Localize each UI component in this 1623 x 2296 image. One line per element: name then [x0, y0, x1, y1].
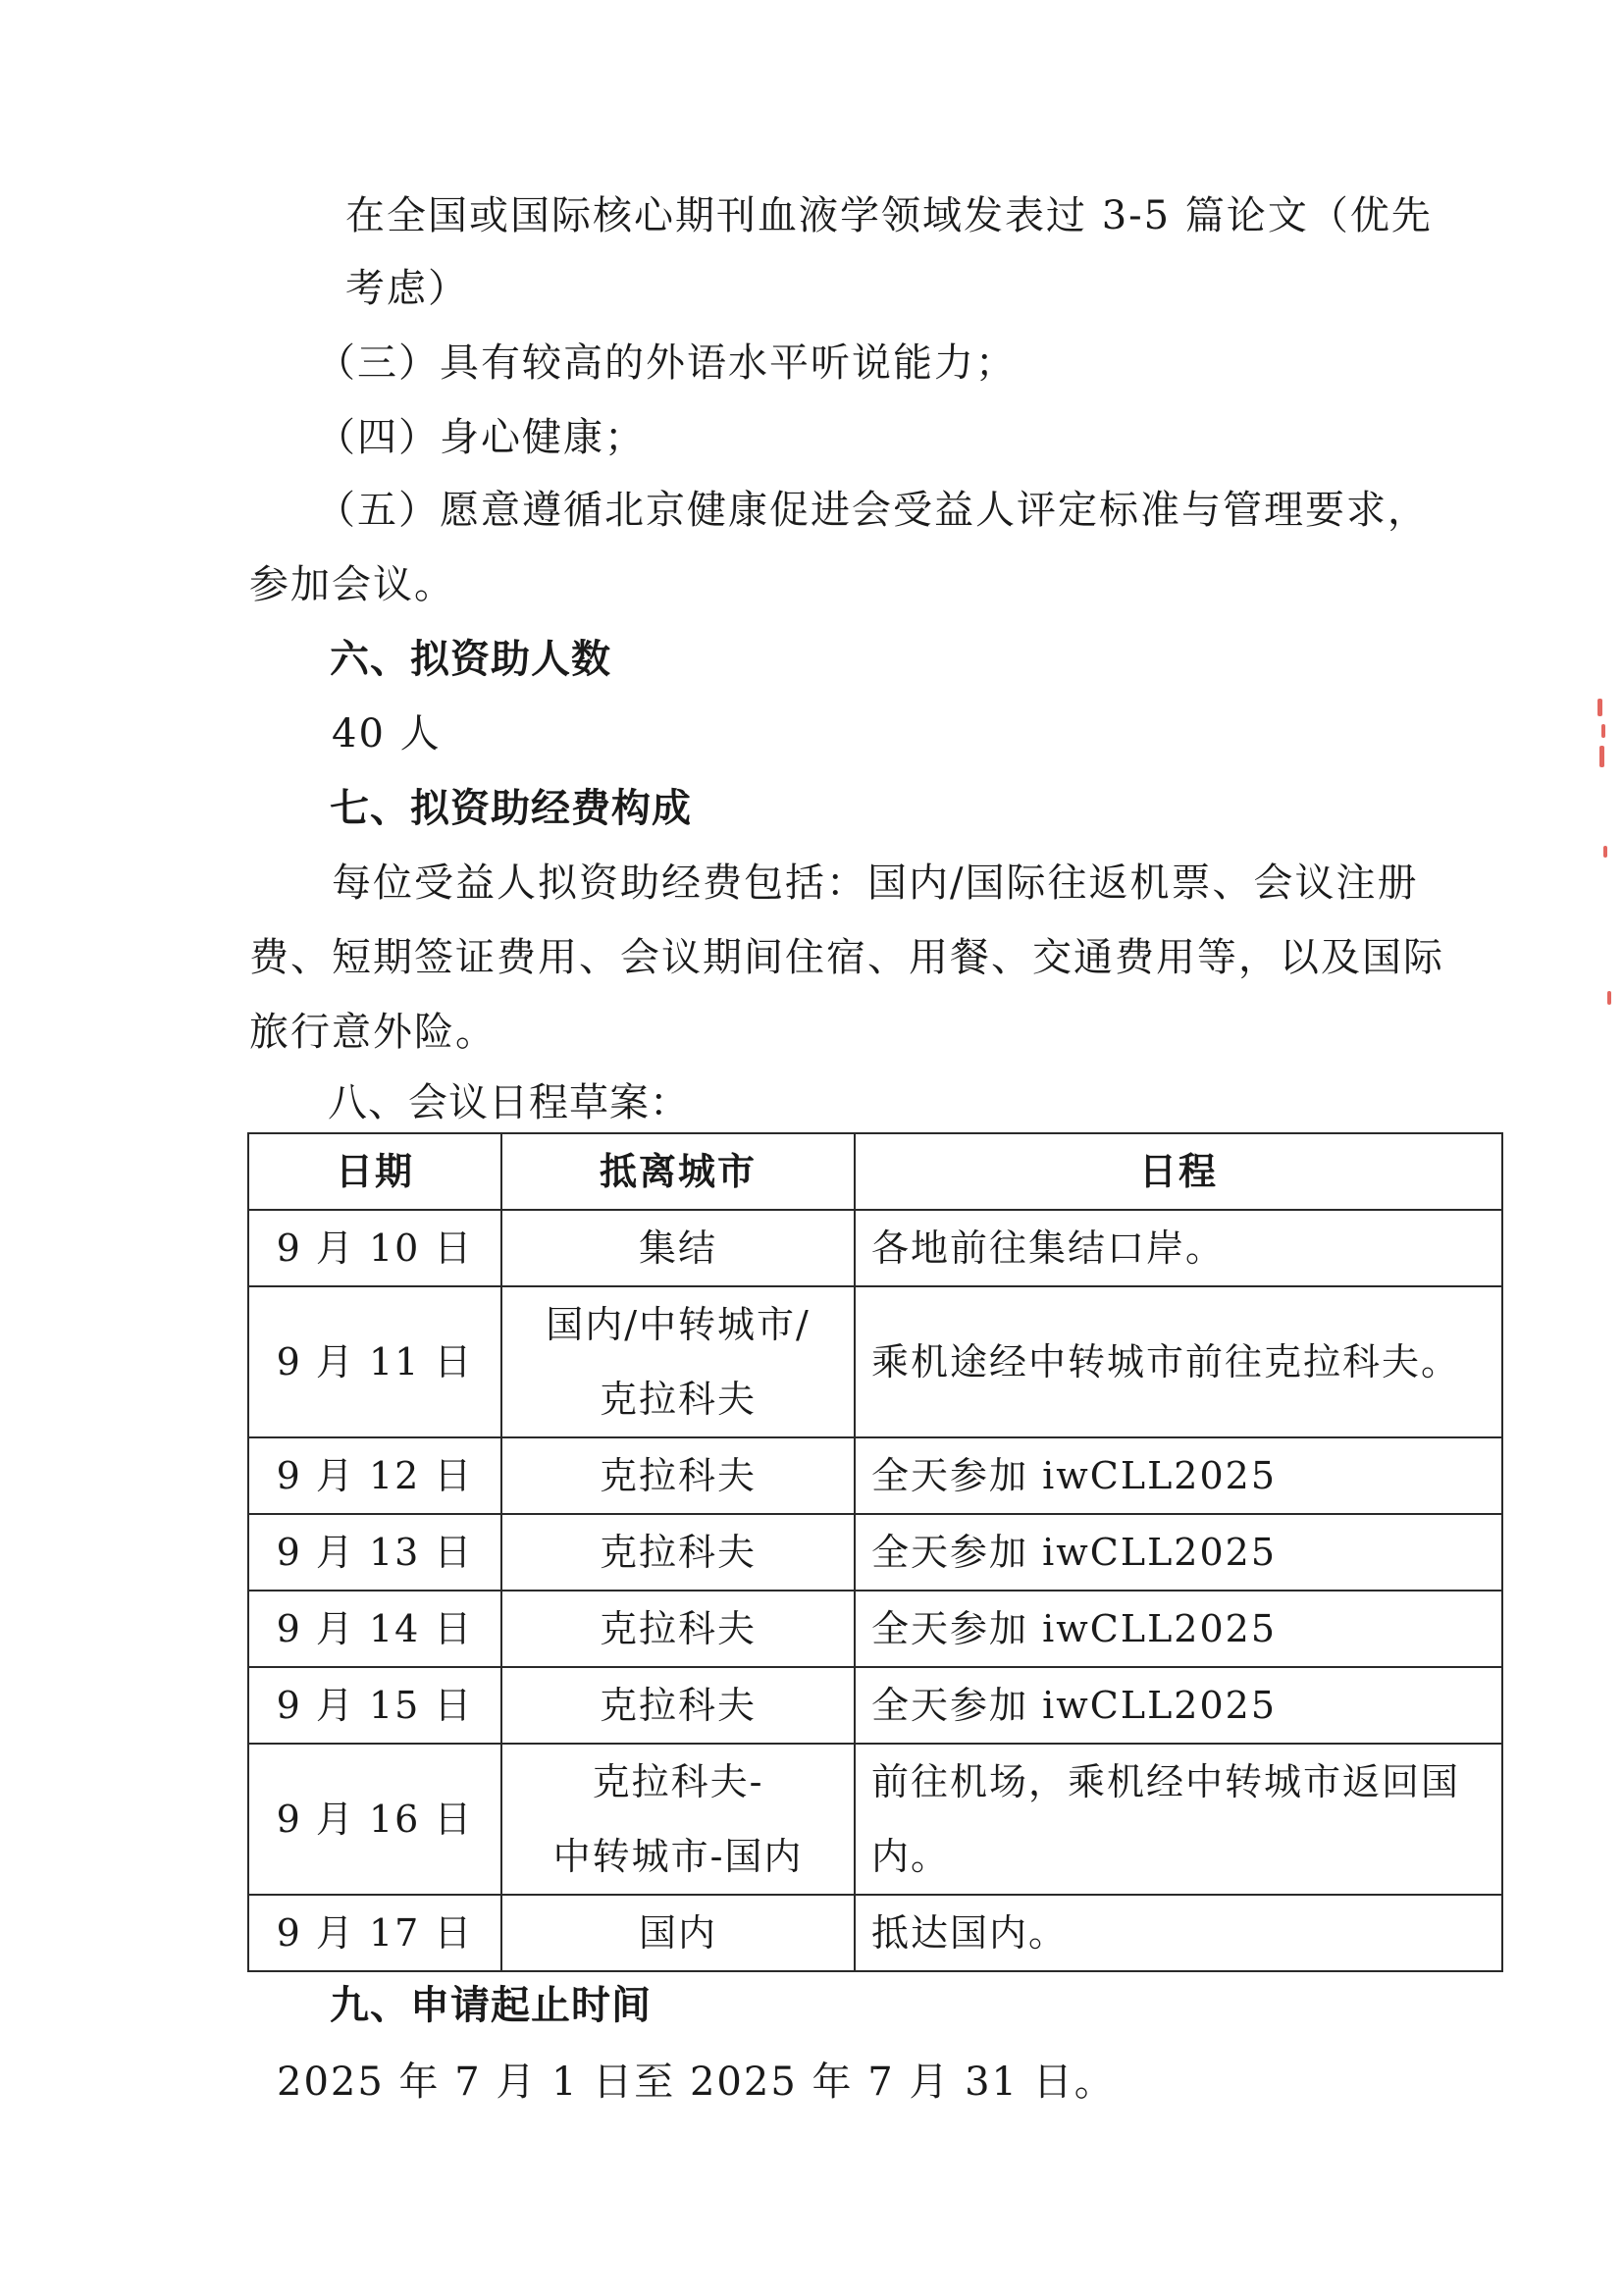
cell-plan: 前往机场，乘机经中转城市返回国 内。 — [855, 1744, 1502, 1895]
section-6-title: 六、拟资助人数 — [330, 637, 611, 682]
requirement-line-1: 在全国或国际核心期刊血液学领域发表过 3-5 篇论文（优先 — [345, 193, 1433, 238]
cell-date: 9 月 12 日 — [248, 1437, 501, 1514]
table-row — [248, 1591, 1502, 1667]
cell-date: 9 月 17 日 — [248, 1895, 501, 1971]
cell-plan: 全天参加 iwCLL2025 — [855, 1667, 1502, 1744]
table-row — [248, 1286, 1502, 1437]
table-header-row — [248, 1133, 1502, 1210]
cell-plan: 全天参加 iwCLL2025 — [855, 1514, 1502, 1591]
cell-date: 9 月 15 日 — [248, 1667, 501, 1744]
section-7-title: 七、拟资助经费构成 — [330, 786, 692, 831]
cell-plan: 全天参加 iwCLL2025 — [855, 1591, 1502, 1667]
cell-plan: 各地前往集结口岸。 — [855, 1210, 1502, 1286]
item-5-line-1: （五）愿意遵循北京健康促进会受益人评定标准与管理要求， — [316, 488, 1429, 533]
section-7-line-3: 旅行意外险。 — [249, 1010, 497, 1055]
cell-date: 9 月 11 日 — [248, 1286, 501, 1437]
section-9-value: 2025 年 7 月 1 日至 2025 年 7 月 31 日。 — [277, 2060, 1116, 2105]
cell-city: 克拉科夫 — [501, 1514, 855, 1591]
cell-city: 克拉科夫 — [501, 1667, 855, 1744]
section-7-line-2: 费、短期签证费用、会议期间住宿、用餐、交通费用等，以及国际 — [249, 935, 1444, 980]
cell-date: 9 月 16 日 — [248, 1744, 501, 1895]
item-5-line-2: 参加会议。 — [249, 562, 455, 607]
section-7-line-1: 每位受益人拟资助经费包括：国内/国际往返机票、会议注册 — [332, 861, 1419, 906]
cell-city: 克拉科夫 — [501, 1591, 855, 1667]
cell-city: 克拉科夫- 中转城市-国内 — [501, 1744, 855, 1895]
cell-plan: 乘机途经中转城市前往克拉科夫。 — [855, 1286, 1502, 1437]
schedule-table — [247, 1132, 1503, 1972]
section-9-title: 九、申请起止时间 — [330, 1983, 652, 2028]
item-3: （三）具有较高的外语水平听说能力； — [316, 340, 1017, 386]
item-4: （四）身心健康； — [316, 415, 646, 460]
cell-plan: 全天参加 iwCLL2025 — [855, 1437, 1502, 1514]
table-row — [248, 1437, 1502, 1514]
header-city: 抵离城市 — [501, 1133, 855, 1210]
cell-city: 国内/中转城市/ 克拉科夫 — [501, 1286, 855, 1437]
table-row — [248, 1210, 1502, 1286]
cell-plan: 抵达国内。 — [855, 1895, 1502, 1971]
cell-city: 克拉科夫 — [501, 1437, 855, 1514]
table-row — [248, 1667, 1502, 1744]
header-date: 日期 — [248, 1133, 501, 1210]
section-6-value: 40 人 — [332, 711, 442, 757]
table-row — [248, 1895, 1502, 1971]
table-row — [248, 1514, 1502, 1591]
header-plan: 日程 — [855, 1133, 1502, 1210]
table-row — [248, 1744, 1502, 1895]
requirement-line-2: 考虑） — [345, 266, 469, 311]
cell-date: 9 月 14 日 — [248, 1591, 501, 1667]
cell-date: 9 月 13 日 — [248, 1514, 501, 1591]
section-8-title: 八、会议日程草案： — [328, 1080, 690, 1125]
cell-city: 集结 — [501, 1210, 855, 1286]
cell-city: 国内 — [501, 1895, 855, 1971]
cell-date: 9 月 10 日 — [248, 1210, 501, 1286]
